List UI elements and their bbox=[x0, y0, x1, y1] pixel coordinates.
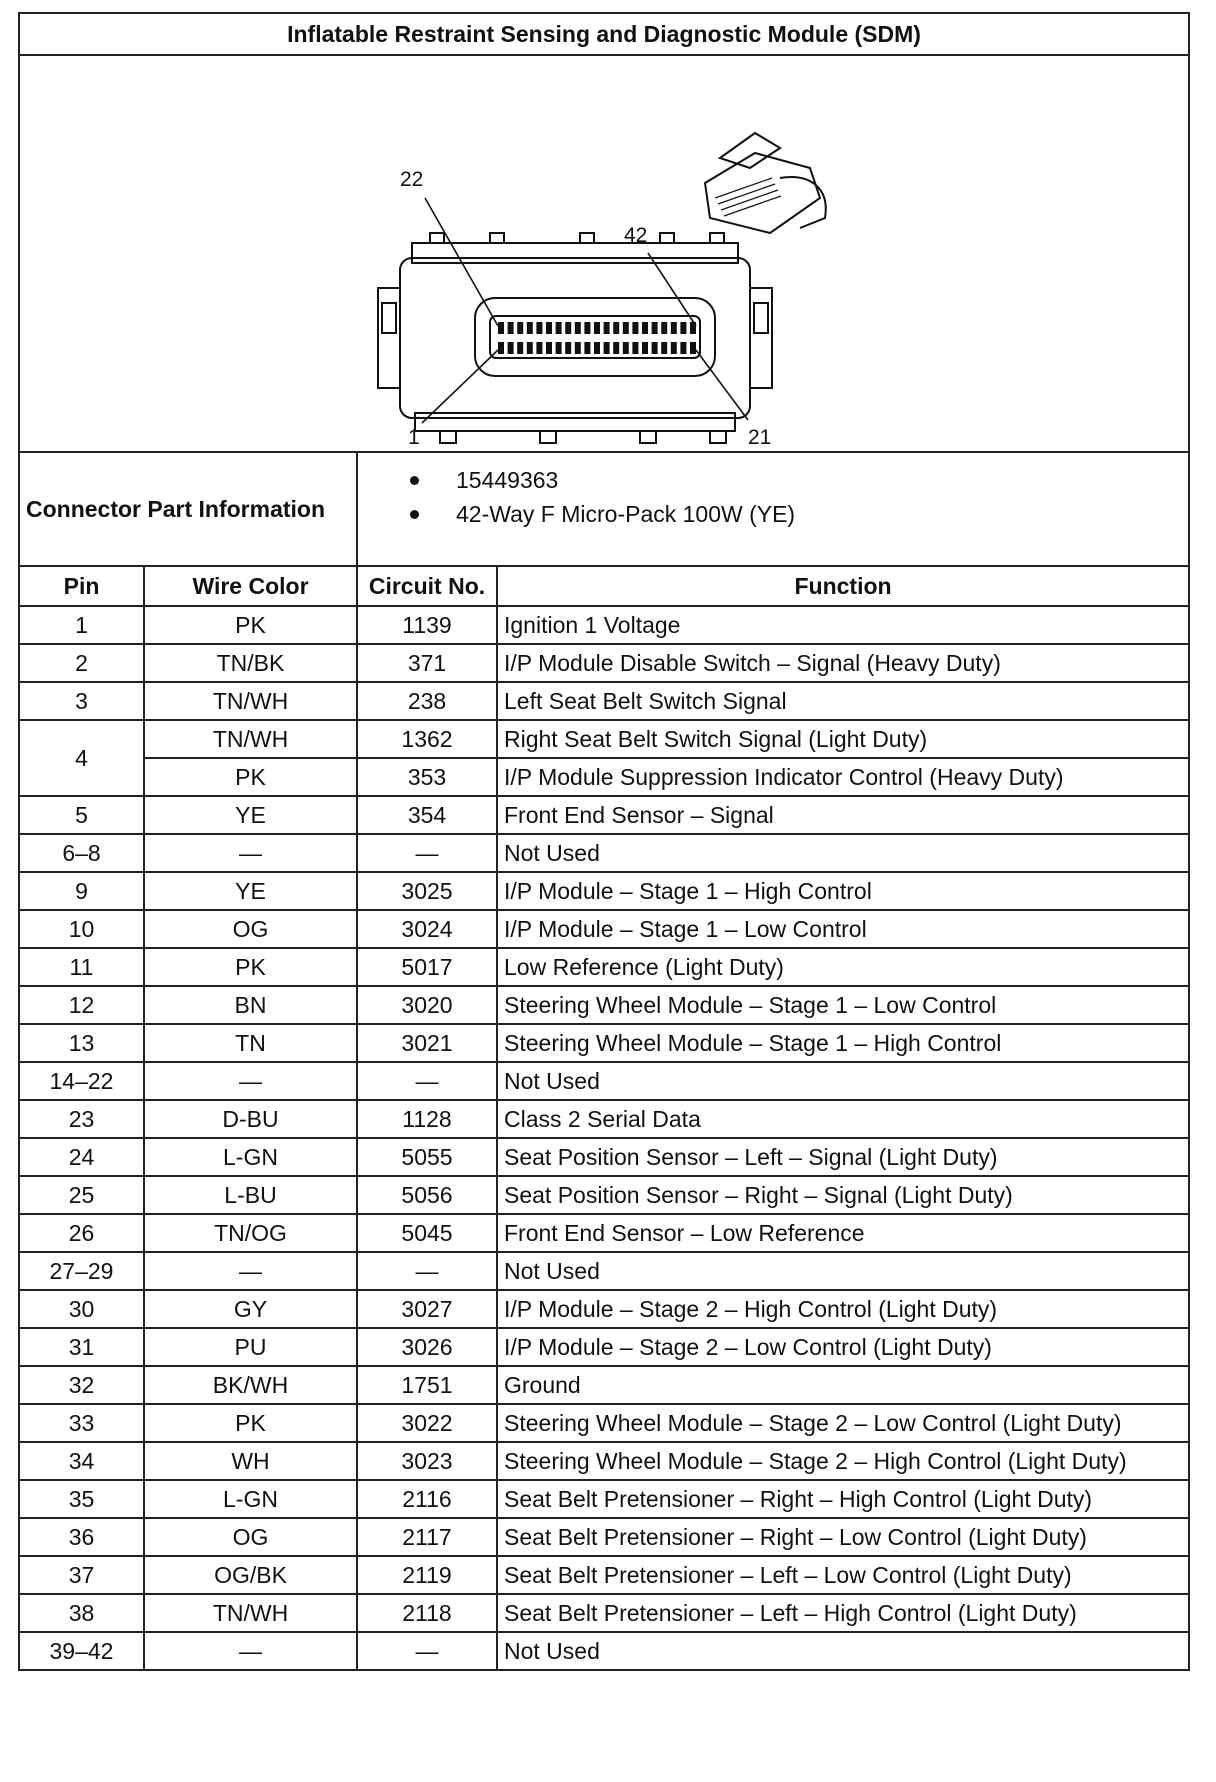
wire-color-cell: TN/WH bbox=[144, 1594, 357, 1632]
pin-cavity bbox=[546, 342, 552, 354]
pin-cell: 33 bbox=[19, 1404, 144, 1442]
wire-color-cell: PK bbox=[144, 606, 357, 644]
pin-cavity bbox=[623, 342, 629, 354]
pin-cavity bbox=[642, 342, 648, 354]
circuit-cell: 1751 bbox=[357, 1366, 497, 1404]
pin-cavity bbox=[642, 322, 648, 334]
pin-cavity bbox=[575, 322, 581, 334]
pin-cell: 6–8 bbox=[19, 834, 144, 872]
table-row bbox=[19, 1442, 1189, 1480]
circuit-cell: 1139 bbox=[357, 606, 497, 644]
wire-color-cell: — bbox=[144, 834, 357, 872]
circuit-cell: — bbox=[357, 1632, 497, 1670]
function-cell: I/P Module – Stage 2 – Low Control (Light Duty) bbox=[497, 1328, 1189, 1366]
wire-color-cell: GY bbox=[144, 1290, 357, 1328]
pin-cell: 37 bbox=[19, 1556, 144, 1594]
connector-part-number: 15449363 bbox=[406, 463, 1188, 497]
table-row bbox=[19, 1594, 1189, 1632]
pin-cavity bbox=[652, 322, 658, 334]
table-row bbox=[19, 986, 1189, 1024]
wire-color-cell: PK bbox=[144, 758, 357, 796]
pin-cell: 27–29 bbox=[19, 1252, 144, 1290]
pin-cavity bbox=[498, 342, 504, 354]
pin-cell: 11 bbox=[19, 948, 144, 986]
connector-diagram bbox=[19, 55, 1189, 452]
function-cell: Seat Belt Pretensioner – Right – Low Control (Light Duty) bbox=[497, 1518, 1189, 1556]
table-row bbox=[19, 1252, 1189, 1290]
pin-cavity bbox=[632, 342, 638, 354]
table-row bbox=[19, 1024, 1189, 1062]
wire-color-cell: L-GN bbox=[144, 1480, 357, 1518]
circuit-cell: 5017 bbox=[357, 948, 497, 986]
pin-cavity bbox=[613, 342, 619, 354]
pin-cavity bbox=[546, 322, 552, 334]
pin-cavity bbox=[594, 322, 600, 334]
pin-cavity bbox=[671, 322, 677, 334]
wire-color-cell: BK/WH bbox=[144, 1366, 357, 1404]
wire-color-cell: TN/WH bbox=[144, 682, 357, 720]
pin-cavity bbox=[536, 322, 542, 334]
connector-face-illustration bbox=[20, 58, 1185, 450]
function-cell: I/P Module Suppression Indicator Control (Heavy Duty) bbox=[497, 758, 1189, 796]
wire-color-cell: OG bbox=[144, 910, 357, 948]
pin-cell: 25 bbox=[19, 1176, 144, 1214]
pin-cell: 31 bbox=[19, 1328, 144, 1366]
circuit-cell: — bbox=[357, 834, 497, 872]
table-row bbox=[19, 910, 1189, 948]
pin-cavity bbox=[517, 342, 523, 354]
pin-cell: 4 bbox=[19, 720, 144, 796]
function-cell: Steering Wheel Module – Stage 2 – Low Control (Light Duty) bbox=[497, 1404, 1189, 1442]
callout-21: 21 bbox=[748, 425, 772, 449]
wire-color-cell: TN/BK bbox=[144, 644, 357, 682]
wire-color-cell: D-BU bbox=[144, 1100, 357, 1138]
pin-cavity bbox=[556, 342, 562, 354]
pin-cell: 23 bbox=[19, 1100, 144, 1138]
table-row bbox=[19, 682, 1189, 720]
function-cell: I/P Module – Stage 1 – Low Control bbox=[497, 910, 1189, 948]
circuit-cell: 353 bbox=[357, 758, 497, 796]
function-cell: Steering Wheel Module – Stage 1 – High Control bbox=[497, 1024, 1189, 1062]
function-cell: I/P Module – Stage 2 – High Control (Light Duty) bbox=[497, 1290, 1189, 1328]
pin-cell: 39–42 bbox=[19, 1632, 144, 1670]
circuit-cell: 2119 bbox=[357, 1556, 497, 1594]
pin-cell: 2 bbox=[19, 644, 144, 682]
pin-cell: 10 bbox=[19, 910, 144, 948]
pin-cell: 9 bbox=[19, 872, 144, 910]
circuit-cell: 2117 bbox=[357, 1518, 497, 1556]
function-cell: Not Used bbox=[497, 1632, 1189, 1670]
callout-1: 1 bbox=[408, 425, 420, 449]
table-row bbox=[19, 1328, 1189, 1366]
wire-color-cell: PK bbox=[144, 948, 357, 986]
circuit-cell: 1128 bbox=[357, 1100, 497, 1138]
function-cell: Seat Belt Pretensioner – Left – High Control (Light Duty) bbox=[497, 1594, 1189, 1632]
table-row bbox=[19, 758, 1189, 796]
pin-cell: 34 bbox=[19, 1442, 144, 1480]
pin-cavity bbox=[527, 342, 533, 354]
pin-cavity bbox=[584, 322, 590, 334]
table-row bbox=[19, 1214, 1189, 1252]
function-cell: Steering Wheel Module – Stage 2 – High Control (Light Duty) bbox=[497, 1442, 1189, 1480]
pin-cavity bbox=[680, 342, 686, 354]
pin-cavity bbox=[671, 342, 677, 354]
circuit-cell: 1362 bbox=[357, 720, 497, 758]
wire-color-cell: OG bbox=[144, 1518, 357, 1556]
function-cell: Class 2 Serial Data bbox=[497, 1100, 1189, 1138]
column-header-circuit: Circuit No. bbox=[357, 566, 497, 606]
document-title: Inflatable Restraint Sensing and Diagnostic Module (SDM) bbox=[19, 13, 1189, 55]
wire-color-cell: — bbox=[144, 1252, 357, 1290]
table-row bbox=[19, 1100, 1189, 1138]
pin-cavity bbox=[661, 322, 667, 334]
pin-cell: 32 bbox=[19, 1366, 144, 1404]
pin-cell: 35 bbox=[19, 1480, 144, 1518]
connector-table bbox=[18, 12, 1190, 1671]
table-row bbox=[19, 1062, 1189, 1100]
pin-cavity bbox=[690, 342, 696, 354]
circuit-cell: 3027 bbox=[357, 1290, 497, 1328]
circuit-cell: 3023 bbox=[357, 1442, 497, 1480]
table-row bbox=[19, 1176, 1189, 1214]
pin-cavity bbox=[517, 322, 523, 334]
pin-cell: 24 bbox=[19, 1138, 144, 1176]
function-cell: Front End Sensor – Low Reference bbox=[497, 1214, 1189, 1252]
wire-color-cell: TN bbox=[144, 1024, 357, 1062]
function-cell: Steering Wheel Module – Stage 1 – Low Control bbox=[497, 986, 1189, 1024]
circuit-cell: 371 bbox=[357, 644, 497, 682]
function-cell: Front End Sensor – Signal bbox=[497, 796, 1189, 834]
table-row bbox=[19, 1556, 1189, 1594]
circuit-cell: 3026 bbox=[357, 1328, 497, 1366]
pin-cell: 1 bbox=[19, 606, 144, 644]
circuit-cell: 2118 bbox=[357, 1594, 497, 1632]
pin-cavity bbox=[556, 322, 562, 334]
table-row bbox=[19, 872, 1189, 910]
pin-cavity bbox=[632, 322, 638, 334]
table-row bbox=[19, 1404, 1189, 1442]
function-cell: Not Used bbox=[497, 1252, 1189, 1290]
column-header-wire-color: Wire Color bbox=[144, 566, 357, 606]
table-row bbox=[19, 720, 1189, 758]
column-header-pin: Pin bbox=[19, 566, 144, 606]
function-cell: Not Used bbox=[497, 834, 1189, 872]
function-cell: Seat Belt Pretensioner – Right – High Control (Light Duty) bbox=[497, 1480, 1189, 1518]
wire-color-cell: PU bbox=[144, 1328, 357, 1366]
pin-cavity bbox=[536, 342, 542, 354]
sdm-connector-document bbox=[18, 12, 1188, 1770]
circuit-cell: 5045 bbox=[357, 1214, 497, 1252]
function-cell: Right Seat Belt Switch Signal (Light Duty) bbox=[497, 720, 1189, 758]
callout-22: 22 bbox=[400, 167, 424, 191]
pin-cavity bbox=[604, 342, 610, 354]
pin-cell: 30 bbox=[19, 1290, 144, 1328]
pin-cavity bbox=[623, 322, 629, 334]
pin-cavity bbox=[613, 322, 619, 334]
pin-cavity bbox=[498, 322, 504, 334]
pin-cavity bbox=[652, 342, 658, 354]
table-row bbox=[19, 1290, 1189, 1328]
circuit-cell: 354 bbox=[357, 796, 497, 834]
wire-color-cell: YE bbox=[144, 872, 357, 910]
wire-color-cell: L-BU bbox=[144, 1176, 357, 1214]
function-cell: Left Seat Belt Switch Signal bbox=[497, 682, 1189, 720]
pin-cavity-rows bbox=[498, 322, 696, 354]
wire-color-cell: L-GN bbox=[144, 1138, 357, 1176]
circuit-cell: 5056 bbox=[357, 1176, 497, 1214]
callout-42: 42 bbox=[624, 223, 648, 247]
wire-color-cell: OG/BK bbox=[144, 1556, 357, 1594]
function-cell: Ground bbox=[497, 1366, 1189, 1404]
pin-cell: 14–22 bbox=[19, 1062, 144, 1100]
function-cell: Ignition 1 Voltage bbox=[497, 606, 1189, 644]
wire-color-cell: WH bbox=[144, 1442, 357, 1480]
connector-description: 42-Way F Micro-Pack 100W (YE) bbox=[406, 497, 1188, 531]
pin-cavity bbox=[575, 342, 581, 354]
wire-color-cell: — bbox=[144, 1062, 357, 1100]
table-row bbox=[19, 834, 1189, 872]
function-cell: Seat Belt Pretensioner – Left – Low Control (Light Duty) bbox=[497, 1556, 1189, 1594]
function-cell: I/P Module Disable Switch – Signal (Heavy Duty) bbox=[497, 644, 1189, 682]
column-header-function: Function bbox=[497, 566, 1189, 606]
pin-rows-body bbox=[19, 606, 1189, 1670]
function-cell: I/P Module – Stage 1 – High Control bbox=[497, 872, 1189, 910]
circuit-cell: 3020 bbox=[357, 986, 497, 1024]
pin-cavity bbox=[527, 322, 533, 334]
table-row bbox=[19, 1632, 1189, 1670]
function-cell: Seat Position Sensor – Right – Signal (Light Duty) bbox=[497, 1176, 1189, 1214]
pin-cell: 38 bbox=[19, 1594, 144, 1632]
wire-color-cell: YE bbox=[144, 796, 357, 834]
pin-cavity bbox=[680, 322, 686, 334]
pin-cavity bbox=[565, 342, 571, 354]
function-cell: Not Used bbox=[497, 1062, 1189, 1100]
table-row bbox=[19, 1480, 1189, 1518]
pin-cell: 12 bbox=[19, 986, 144, 1024]
table-row bbox=[19, 644, 1189, 682]
wire-color-cell: TN/WH bbox=[144, 720, 357, 758]
function-cell: Seat Position Sensor – Left – Signal (Light Duty) bbox=[497, 1138, 1189, 1176]
pin-cavity bbox=[594, 342, 600, 354]
table-row bbox=[19, 948, 1189, 986]
circuit-cell: 5055 bbox=[357, 1138, 497, 1176]
table-row bbox=[19, 1518, 1189, 1556]
pin-cavity bbox=[584, 342, 590, 354]
pin-cavity bbox=[661, 342, 667, 354]
circuit-cell: 3021 bbox=[357, 1024, 497, 1062]
leader-pin-21 bbox=[696, 350, 748, 420]
pin-cavity bbox=[604, 322, 610, 334]
connector-info-label: Connector Part Information bbox=[19, 452, 357, 566]
circuit-cell: 3022 bbox=[357, 1404, 497, 1442]
pin-cell: 26 bbox=[19, 1214, 144, 1252]
circuit-cell: 3024 bbox=[357, 910, 497, 948]
pin-cell: 13 bbox=[19, 1024, 144, 1062]
pin-cavity bbox=[508, 342, 514, 354]
wire-color-cell: — bbox=[144, 1632, 357, 1670]
pin-cell: 5 bbox=[19, 796, 144, 834]
circuit-cell: — bbox=[357, 1252, 497, 1290]
circuit-cell: 2116 bbox=[357, 1480, 497, 1518]
table-row bbox=[19, 796, 1189, 834]
table-row bbox=[19, 1366, 1189, 1404]
circuit-cell: 3025 bbox=[357, 872, 497, 910]
pin-cell: 3 bbox=[19, 682, 144, 720]
wire-color-cell: TN/OG bbox=[144, 1214, 357, 1252]
circuit-cell: 238 bbox=[357, 682, 497, 720]
circuit-cell: — bbox=[357, 1062, 497, 1100]
pin-cavity bbox=[508, 322, 514, 334]
table-row bbox=[19, 1138, 1189, 1176]
table-row bbox=[19, 606, 1189, 644]
wire-color-cell: BN bbox=[144, 986, 357, 1024]
pin-cavity bbox=[565, 322, 571, 334]
pin-cell: 36 bbox=[19, 1518, 144, 1556]
connector-info-values bbox=[357, 452, 1189, 566]
function-cell: Low Reference (Light Duty) bbox=[497, 948, 1189, 986]
wire-color-cell: PK bbox=[144, 1404, 357, 1442]
